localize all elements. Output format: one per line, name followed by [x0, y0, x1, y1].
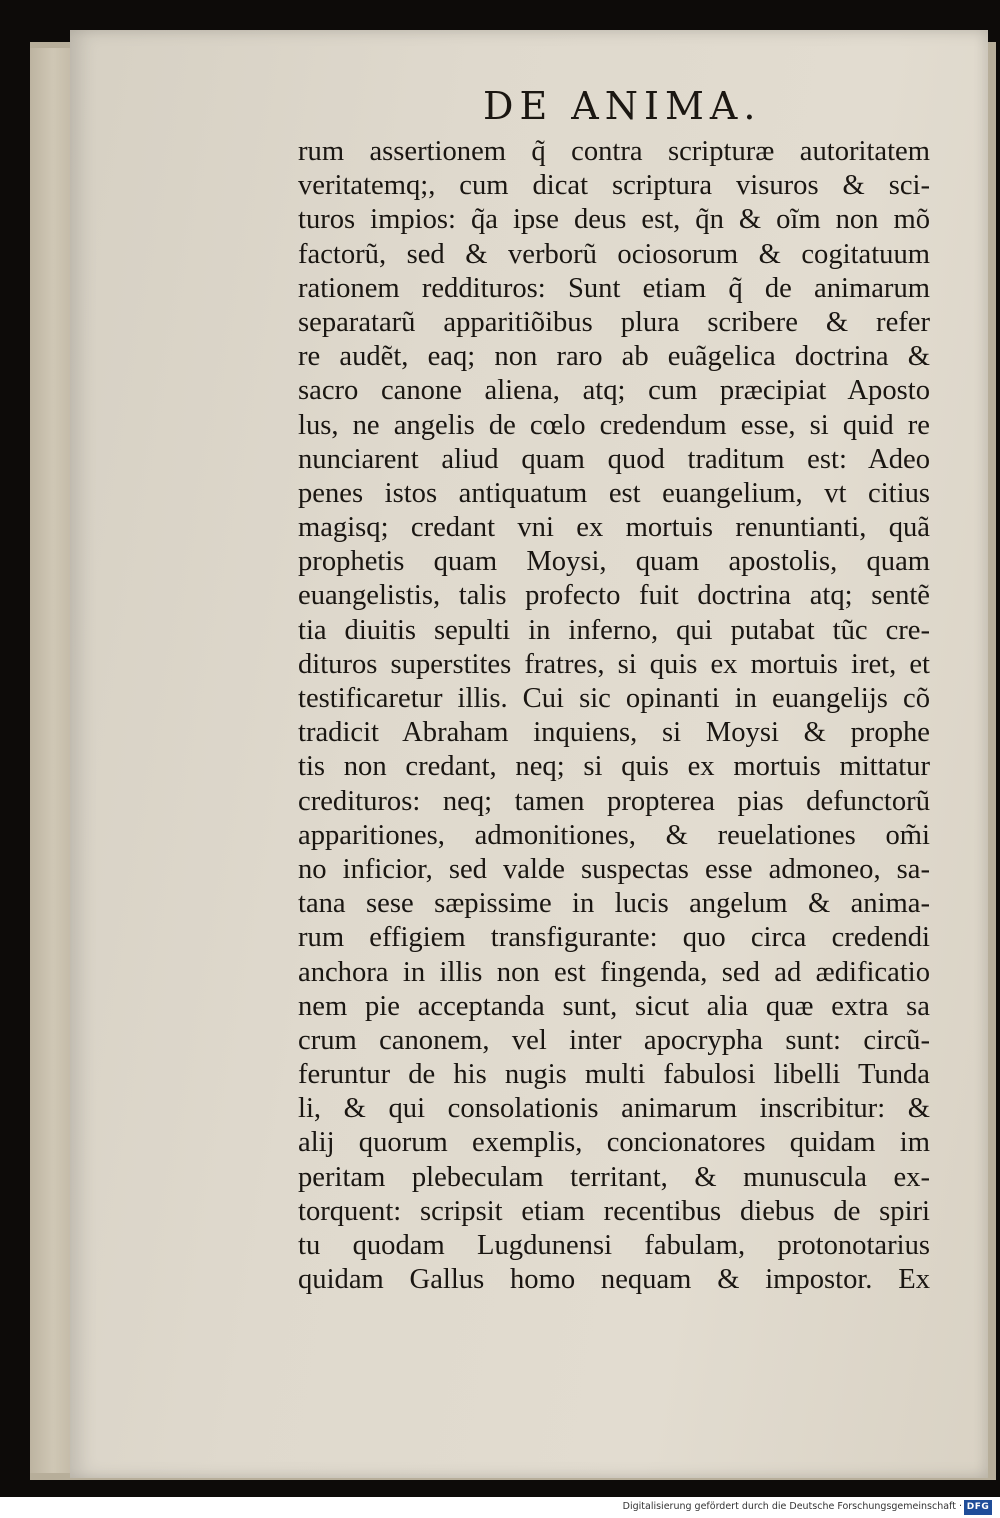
text-line: tia diuitis sepulti in inferno, qui putabat tũc cre- [298, 614, 930, 646]
text-line: alij quorum exemplis, concionatores quidam im [298, 1127, 930, 1159]
text-line: separatarũ apparitiõibus plura scribere & refer [298, 306, 930, 338]
text-line: euangelistis, talis profecto fuit doctrina atq; sentẽ [298, 580, 930, 612]
text-line: crum canonem, vel inter apocrypha sunt: circũ- [298, 1024, 930, 1056]
text-line: peritam plebeculam territant, & munuscula ex- [298, 1161, 930, 1193]
body-text [298, 135, 930, 1297]
text-line: rationem reddituros: Sunt etiam q̃ de animarum [298, 272, 930, 304]
text-line: quidam Gallus homo nequam & impostor. Ex [298, 1264, 930, 1296]
text-line: li, & qui consolationis animarum inscribitur: & [298, 1093, 930, 1125]
text-line: lus, ne angelis de cœlo credendum esse, si quid re [298, 409, 930, 441]
text-line: magisq; credant vni ex mortuis renuntianti, quã [298, 512, 930, 544]
text-line: testificaretur illis. Cui sic opinanti in euangelijs cõ [298, 683, 930, 714]
text-line: credituros: neq; tamen propterea pias defunctorũ [298, 785, 930, 817]
text-line: tradicit Abraham inquiens, si Moysi & prophe [298, 717, 930, 749]
text-line: rum effigiem transfigurante: quo circa credendi [298, 922, 930, 954]
text-line: re audẽt, eaq; non raro ab euãgelica doctrina & [298, 341, 930, 373]
text-line: turos impios: q̃a ipse deus est, q̃n & oĩm non mõ [298, 204, 930, 236]
text-line: no inficior, sed valde suspectas esse admoneo, sa- [298, 853, 930, 885]
text-line: veritatemq;, cum dicat scriptura visuros & sci- [298, 170, 930, 202]
text-line: tu quodam Lugdunensi fabulam, protonotarius [298, 1230, 930, 1261]
running-head: DE ANIMA. [483, 84, 762, 128]
text-line: nem pie acceptanda sunt, sicut alia quæ extra sa [298, 990, 930, 1022]
text-line: tana sese sæpissime in lucis angelum & anima- [298, 888, 930, 920]
text-line: factorũ, sed & verborũ ociosorum & cogitatuum [298, 238, 930, 270]
text-line: penes istos antiquatum est euangelium, vt citius [298, 477, 930, 509]
page-edge [30, 48, 73, 1473]
dfg-logo-icon: DFG [964, 1500, 992, 1515]
funding-credit: Digitalisierung gefördert durch die Deutsche Forschungsgemeinschaft · [622, 1501, 962, 1512]
text-line: feruntur de his nugis multi fabulosi libelli Tunda [298, 1059, 930, 1091]
text-line: anchora in illis non est fingenda, sed ad ædificatio [298, 956, 930, 988]
text-line: tis non credant, neq; si quis ex mortuis mittatur [298, 751, 930, 783]
text-line: dituros superstites fratres, si quis ex mortuis iret, et [298, 648, 930, 680]
text-line: rum assertionem q̃ contra scripturæ autoritatem [298, 136, 930, 167]
footer-bar [0, 1497, 1000, 1518]
text-line: sacro canone aliena, atq; cum præcipiat Aposto [298, 375, 930, 407]
text-line: torquent: scripsit etiam recentibus diebus de spiri [298, 1195, 930, 1227]
text-line: nunciarent aliud quam quod traditum est: Adeo [298, 443, 930, 475]
text-line: apparitiones, admonitiones, & reuelationes om̃i [298, 819, 930, 851]
text-line: prophetis quam Moysi, quam apostolis, quam [298, 546, 930, 578]
